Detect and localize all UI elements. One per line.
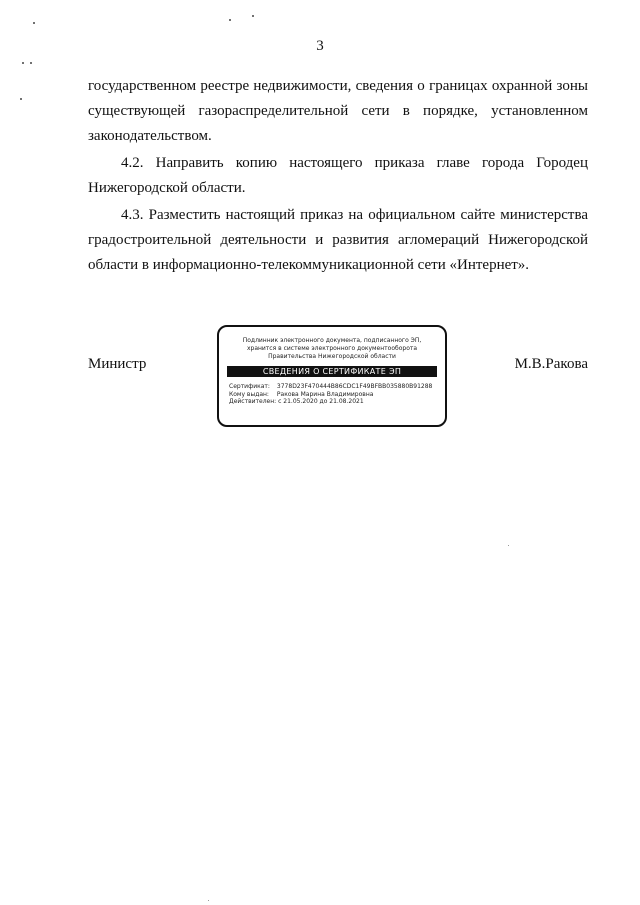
- ep-stamp-header: Подлинник электронного документа, подписанного ЭП, хранится в системе электронного документооборота Правительства Нижегородской области: [242, 337, 422, 360]
- ep-issued-to-value: Ракова Марина Владимировна: [276, 390, 374, 398]
- signer-position: Министр: [88, 356, 147, 372]
- scan-speck: [508, 545, 509, 546]
- signature-block: [0, 325, 640, 430]
- ep-stamp-details: [229, 383, 435, 406]
- scan-speck: [208, 900, 209, 901]
- ep-issued-to-label: Кому выдан:: [229, 390, 269, 398]
- scan-speck: [20, 98, 22, 100]
- signer-name: М.В.Ракова: [514, 356, 588, 372]
- ep-certificate-line: [229, 383, 435, 391]
- scan-speck: [252, 15, 254, 17]
- ep-certificate-value: 3778D23F470444B86CDC1F49BFBB035880B91288: [276, 383, 433, 390]
- page-number: 3: [316, 38, 324, 54]
- paragraph-4-3: 4.3. Разместить настоящий приказ на официальном сайте министерства градостроительной деятельности и развития агломераций Нижегородской области в информационно-телекоммуникационной сети «Интернет».: [88, 207, 588, 273]
- scan-speck: [22, 62, 24, 64]
- electronic-signature-stamp: [217, 325, 447, 427]
- ep-certificate-label: Сертификат:: [229, 383, 270, 390]
- scan-speck: [33, 22, 35, 24]
- scan-speck: [229, 19, 231, 21]
- ep-stamp-banner: СВЕДЕНИЯ О СЕРТИФИКАТЕ ЭП: [227, 366, 437, 377]
- ep-valid-value: с 21.05.2020 до 21.08.2021: [278, 398, 364, 405]
- document-body: [88, 74, 588, 280]
- paragraph-4-2: 4.2. Направить копию настоящего приказа главе города Городец Нижегородской области.: [88, 155, 588, 196]
- paragraph-continuation: государственном реестре недвижимости, сведения о границах охранной зоны существующей газораспределительной сети в порядке, установленном законодательством.: [88, 78, 588, 144]
- ep-valid-line: [229, 398, 435, 406]
- ep-issued-to-line: [229, 391, 435, 399]
- scan-speck: [30, 62, 32, 64]
- ep-valid-label: Действителен:: [229, 398, 277, 405]
